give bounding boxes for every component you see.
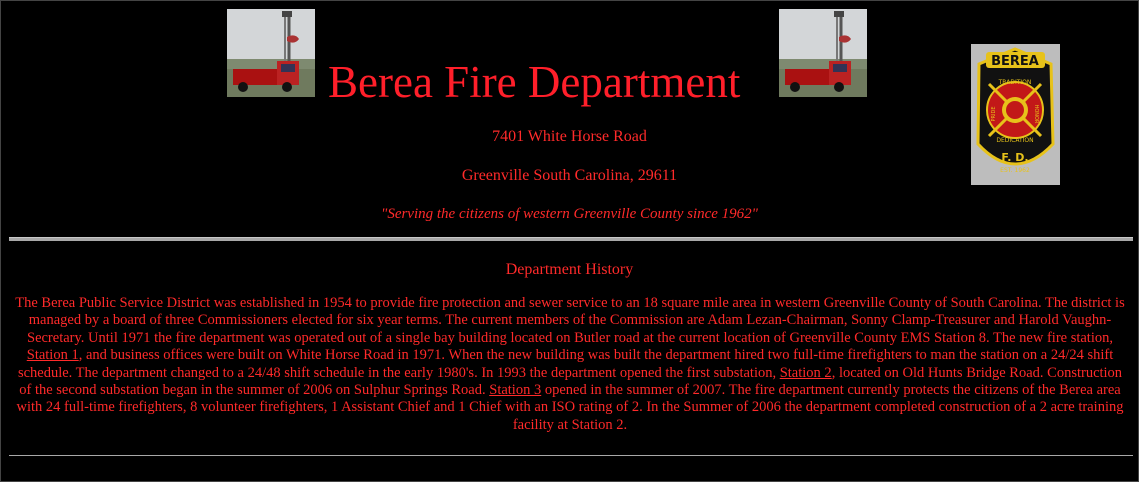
svg-text:DEDICATION: DEDICATION <box>996 137 1034 144</box>
station-1-link[interactable]: Station 1 <box>26 347 79 364</box>
svg-text:TRADITION: TRADITION <box>998 79 1032 86</box>
history-heading: Department History <box>505 261 634 278</box>
history-paragraph <box>12 295 1128 434</box>
address-street: 7401 White Horse Road <box>492 128 647 145</box>
history-text-part2: , and business offices were built on White Horse Road in 1971. When the new building was built the department hired two full-time firefighters to man the station on a 24/24 shift schedule. The department changed to a 24/48 shift schedule in the early 1980's. In 1993 the department opened the first substation, <box>17 347 1114 381</box>
svg-text:EST. 1962: EST. 1962 <box>1000 167 1030 174</box>
svg-text:F. D.: F. D. <box>1001 151 1029 164</box>
history-text-part4: opened in the summer of 2007. The fire department currently protects the citizens of the Berea area with 24 full-time firefighters, 8 volunteer firefighters, 1 Assistant Chief and 1 Chief with an ISO rating of 2. In the Summer of 2006 the department completed construction of a 2 acre training facility at Station 2. <box>16 382 1124 433</box>
history-text-part3: , located on Old Hunts Bridge Road. Construction of the second substation began in the summer of 2006 on Sulphur Springs Road. <box>19 364 1123 399</box>
address-city-state: Greenville South Carolina, 29611 <box>461 167 678 184</box>
divider-bottom <box>9 455 1133 456</box>
svg-text:PRIDE: PRIDE <box>991 106 997 122</box>
fire-department-badge-logo <box>971 44 1060 185</box>
history-text-part1: The Berea Public Service District was established in 1954 to provide fire protection and sewer service to an 18 square mile area in western Greenville County of South Carolina. The district is managed by a board of three Commissioners elected for six year terms. The current members of the Commission are Adam Lezan-Chairman, Sonny Clamp-Treasurer and Harold Vaughn-Secretary. Until 1971 the fire department was operated out of a single bay building located on Butler road at the current location of Greenville County EMS Station 8. The new fire station, <box>15 295 1125 346</box>
ladder-truck-photo-left <box>227 9 315 97</box>
page-title: Berea Fire Department <box>328 57 741 107</box>
station-3-link[interactable]: Station 3 <box>489 382 542 399</box>
svg-text:BEREA: BEREA <box>991 54 1039 69</box>
motto: "Serving the citizens of western Greenville County since 1962" <box>381 206 758 222</box>
ladder-truck-photo-right <box>779 9 867 97</box>
station-2-link[interactable]: Station 2 <box>779 364 832 381</box>
divider-top <box>9 237 1133 241</box>
svg-text:HONOR: HONOR <box>1033 104 1039 124</box>
